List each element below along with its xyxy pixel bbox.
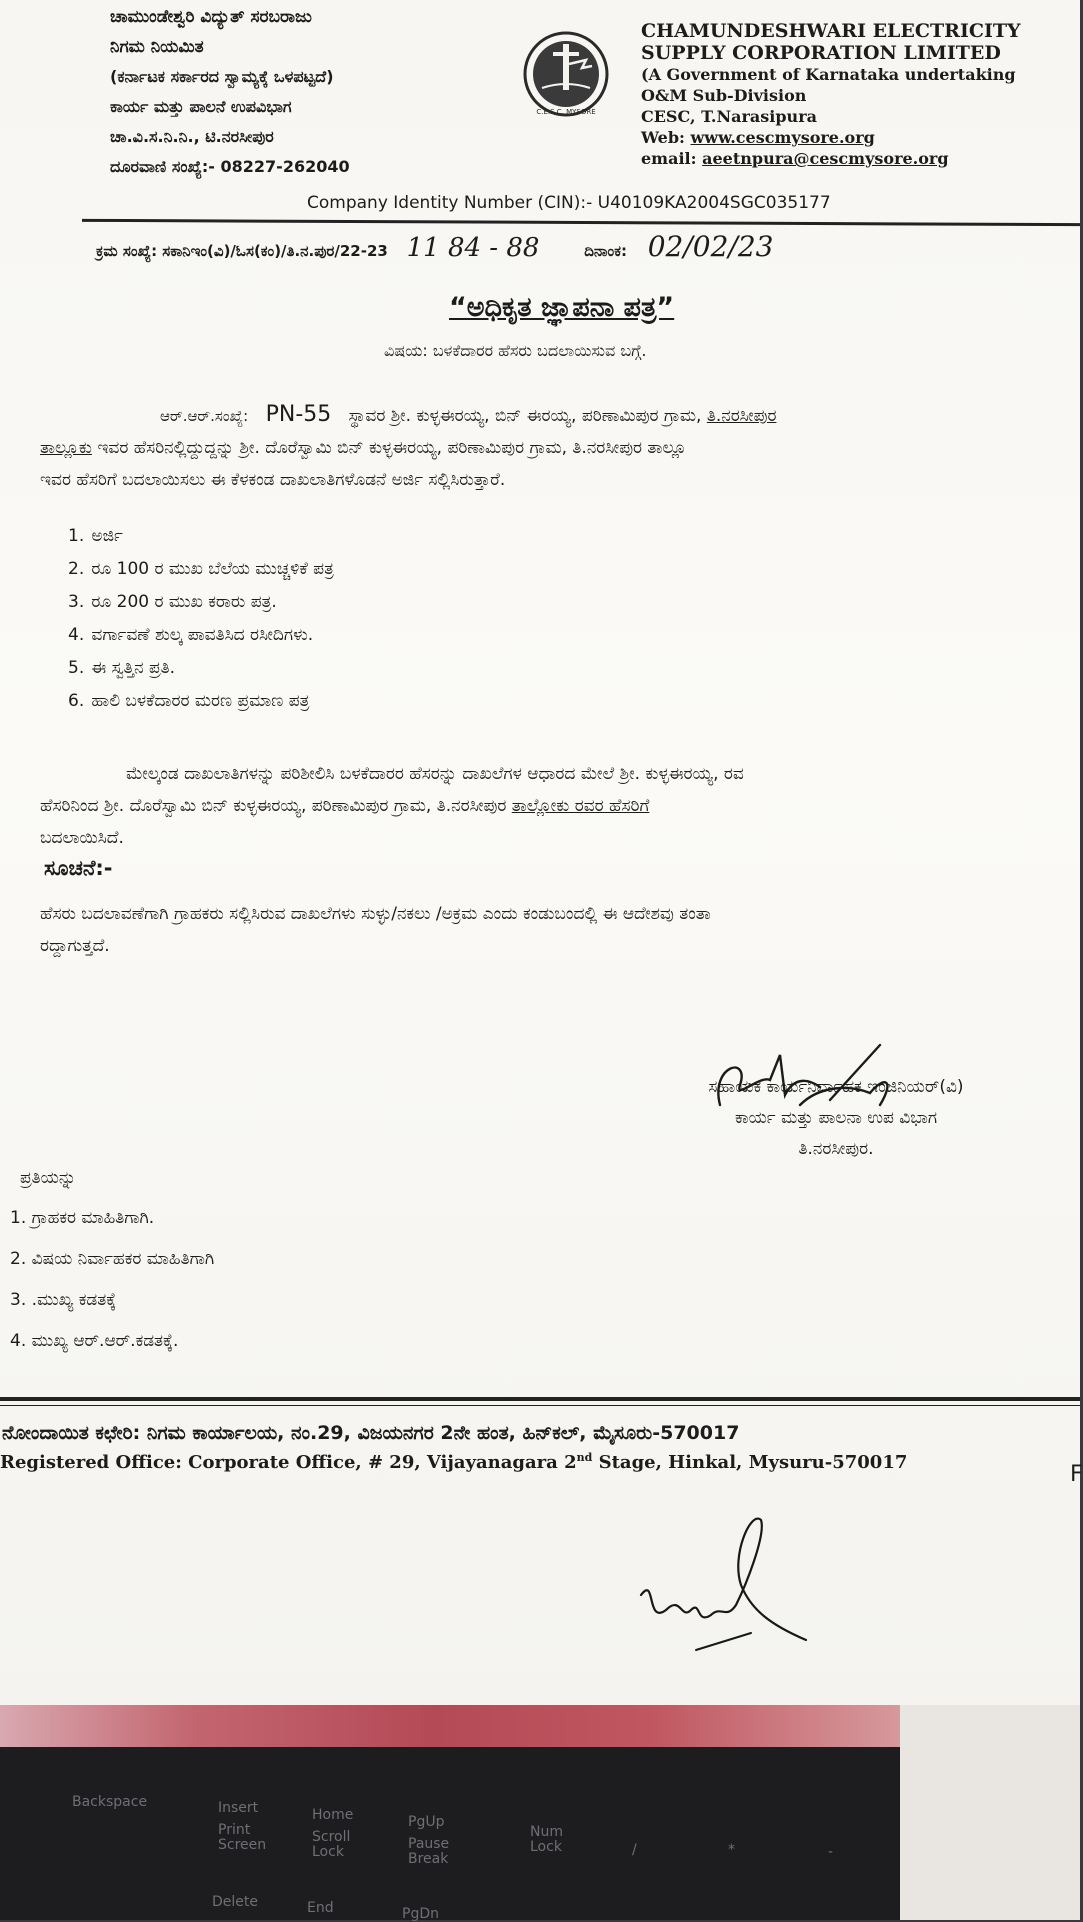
enc-text: ಹಾಲಿ ಬಳಕೆದಾರರ ಮರಣ ಪ್ರಮಾಣ ಪತ್ರ bbox=[91, 691, 310, 711]
order-line-2 bbox=[40, 790, 1080, 822]
footer-edge-char: F bbox=[1070, 1462, 1083, 1487]
body-line-3: ಇವರ ಹೆಸರಿಗೆ ಬದಲಾಯಿಸಲು ಈ ಕೆಳಕಂಡ ದಾಖಲಾತಿಗಳೊಡನೆ ಅರ್ಜಿ ಸಲ್ಲಿಸಿರುತ್ತಾರೆ. bbox=[40, 470, 506, 490]
list-item bbox=[68, 553, 334, 586]
bottom-signature bbox=[636, 1515, 816, 1665]
note-line-1: ಹೆಸರು ಬದಲಾವಣೆಗಾಗಿ ಗ್ರಾಹಕರು ಸಲ್ಲಿಸಿರುವ ದಾಖಲೆಗಳು ಸುಳ್ಳು/ನಕಲು /ಅಕ್ರಮ ಎಂದು ಕಂಡುಬಂದಲ್ಲಿ ಈ ಆದೇಶವು ತಂತಾ bbox=[40, 904, 711, 924]
enclosure-list bbox=[68, 520, 334, 718]
rr-label: ಆರ್.ಆರ್.ಸಂಖ್ಯೆ: bbox=[160, 407, 249, 425]
email-link[interactable]: aeetnpura@cescmysore.org bbox=[702, 149, 949, 168]
reference-number: 11 84 - 88 bbox=[406, 233, 540, 263]
key-label: End bbox=[307, 1900, 334, 1916]
key-label: Insert bbox=[218, 1800, 259, 1816]
body-line-1 bbox=[40, 399, 1080, 432]
email-label: email: bbox=[641, 149, 697, 168]
reference-line bbox=[96, 229, 774, 269]
header-rule bbox=[82, 219, 1080, 226]
body-line-1-tail: ತಿ.ನರಸೀಪುರ bbox=[706, 406, 777, 426]
list-item bbox=[68, 586, 334, 619]
key-label: * bbox=[728, 1842, 735, 1858]
signatory-office: ಕಾರ್ಯ ಮತ್ತು ಪಾಲನಾ ಉಪ ವಿಭಾಗ bbox=[734, 1108, 938, 1128]
order-line-3: ಬದಲಾಯಿಸಿದೆ. bbox=[40, 828, 124, 848]
key-label: / bbox=[632, 1842, 637, 1858]
keyboard-background bbox=[0, 1705, 1080, 1920]
kannada-org-name: ಚಾಮುಂಡೇಶ್ವರಿ ವಿದ್ಯುತ್ ಸರಬರಾಜು bbox=[110, 7, 312, 27]
email-line bbox=[641, 148, 1021, 169]
footer-english-pre: Registered Office: Corporate Office, # 29, Vijayanagara 2 bbox=[0, 1452, 577, 1473]
kannada-phone: ದೂರವಾಣಿ ಸಂಖ್ಯೆ:- 08227-262040 bbox=[110, 157, 350, 176]
footer-rule-thick bbox=[0, 1397, 1080, 1401]
enc-num: 3. bbox=[68, 592, 85, 612]
paper-tray bbox=[900, 1705, 1080, 1920]
kannada-govt-note: (ಕರ್ನಾಟಕ ಸರ್ಕಾರದ ಸ್ವಾಮ್ಯಕ್ಕೆ ಒಳಪಟ್ಟದೆ) bbox=[110, 67, 334, 86]
key-label: Backspace bbox=[72, 1794, 148, 1810]
cesc-logo bbox=[522, 30, 610, 118]
english-org-line2: SUPPLY CORPORATION LIMITED bbox=[641, 42, 1001, 64]
enc-text: ವರ್ಗಾವಣೆ ಶುಲ್ಕ ಪಾವತಿಸಿದ ರಸೀದಿಗಳು. bbox=[91, 625, 314, 645]
key-label: - bbox=[828, 1844, 834, 1860]
list-item bbox=[68, 652, 334, 685]
english-govt-line: (A Government of Karnataka undertaking bbox=[641, 65, 1016, 84]
key-label: Delete bbox=[212, 1894, 258, 1910]
officer-signature bbox=[680, 1035, 940, 1135]
footer-kannada: ನೋಂದಾಯಿತ ಕಛೇರಿ: ನಿಗಮ ಕಾರ್ಯಾಲಯ, ನಂ.29, ವಿಜಯನಗರ 2ನೇ ಹಂತ, ಹಿನ್‌ಕಲ್, ಮೈಸೂರು-570017 bbox=[2, 1422, 740, 1444]
web-link[interactable]: www.cescmysore.org bbox=[690, 128, 875, 147]
english-org-line1: CHAMUNDESHWARI ELECTRICITY bbox=[641, 20, 1021, 42]
signatory-designation: ಸಹಾಯಕ ಕಾರ್ಯನಿರ್ವಾಹಕ ಇಂಜಿನಿಯರ್(ವಿ) bbox=[708, 1077, 964, 1097]
kannada-corp-name: ನಿಗಮ ನಿಯಮಿತ bbox=[110, 37, 204, 57]
english-place: CESC, T.Narasipura bbox=[641, 107, 817, 126]
key-label: Num Lock bbox=[530, 1824, 563, 1855]
order-paragraph bbox=[40, 758, 1080, 854]
order-line-2-underlined: ತಾಲ್ಲೋಕು ರವರ ಹೆಸರಿಗೆ bbox=[511, 796, 650, 816]
footer-english bbox=[0, 1451, 907, 1473]
footer-english-post: Stage, Hinkal, Mysuru-570017 bbox=[592, 1452, 908, 1473]
key-label: Print Screen bbox=[218, 1822, 267, 1853]
body-line-2-head: ತಾಲ್ಲೂಕು bbox=[40, 438, 92, 458]
enc-num: 6. bbox=[68, 691, 85, 711]
logo-caption: C.E.S.C. MYSORE bbox=[536, 108, 596, 116]
body-line-2 bbox=[40, 432, 1080, 464]
enc-num: 1. bbox=[68, 526, 85, 546]
list-item bbox=[68, 685, 334, 718]
note-line-2: ರದ್ದಾಗುತ್ತದೆ. bbox=[40, 936, 110, 956]
key-label: PgDn bbox=[402, 1906, 439, 1922]
kannada-place: ಚಾ.ವಿ.ಸ.ನಿ.ನಿ., ಟಿ.ನರಸೀಪುರ bbox=[110, 127, 274, 146]
signatory-place: ತಿ.ನರಸೀಪುರ. bbox=[798, 1139, 874, 1159]
key-label: Scroll Lock bbox=[312, 1829, 351, 1860]
key-label: PgUp bbox=[408, 1814, 445, 1830]
list-item: 2. ವಿಷಯ ನಿರ್ವಾಹಕರ ಮಾಹಿತಿಗಾಗಿ bbox=[10, 1249, 215, 1269]
enc-text: ರೂ 200 ರ ಮುಖ ಕರಾರು ಪತ್ರ. bbox=[91, 592, 277, 612]
note-heading: ಸೂಚನೆ:- bbox=[44, 856, 113, 880]
key-label: Pause Break bbox=[408, 1836, 450, 1867]
list-item bbox=[68, 520, 334, 553]
list-item: 3. .ಮುಖ್ಯ ಕಡತಕ್ಕೆ bbox=[10, 1290, 117, 1310]
list-item: 1. ಗ್ರಾಹಕರ ಮಾಹಿತಿಗಾಗಿ. bbox=[10, 1208, 155, 1228]
footer-english-sup: nd bbox=[576, 1451, 593, 1464]
enc-num: 5. bbox=[68, 658, 85, 678]
list-item: 4. ಮುಖ್ಯ ಆರ್.ಆರ್.ಕಡತಕ್ಕೆ. bbox=[10, 1331, 179, 1351]
body-line-2-text: ಇವರ ಹೆಸರಿನಲ್ಲಿದ್ದುದ್ದನ್ನು ಶ್ರೀ. ದೊರೆಸ್ವಾಮಿ ಬಿನ್ ಕುಳ್ಳಈರಯ್ಯ, ಪರಿಣಾಮಿಪುರ ಗ್ರಾಮ, ತಿ.ನರಸೀಪುರ ತಾಲ್ಲೂ bbox=[97, 438, 687, 458]
enc-text: ರೂ 100 ರ ಮುಖ ಬೆಲೆಯ ಮುಚ್ಚಳಿಕೆ ಪತ್ರ bbox=[91, 559, 334, 579]
copies-heading: ಪ್ರತಿಯನ್ನು bbox=[20, 1168, 77, 1188]
reference-label: ಕ್ರಮ ಸಂಖ್ಯೆ: ಸಕಾನಿಇಂ(ವಿ)/ಓಸ(ಕಂ)/ತಿ.ನ.ಪುರ/22-23 bbox=[96, 242, 388, 260]
web-line bbox=[641, 127, 1021, 148]
document-title: “ಅಧಿಕೃತ ಜ್ಞಾಪನಾ ಪತ್ರ” bbox=[449, 292, 675, 323]
body-paragraph bbox=[40, 399, 1080, 496]
body-line-1-text: ಸ್ಥಾವರ ಶ್ರೀ. ಕುಳ್ಳಈರಯ್ಯ, ಬಿನ್ ಈರಯ್ಯ, ಪರಿಣಾಮಿಪುರ ಗ್ರಾಮ, bbox=[348, 406, 702, 426]
cin-line: Company Identity Number (CIN):- U40109KA2004SGC035177 bbox=[307, 193, 831, 213]
kannada-subdivision: ಕಾರ್ಯ ಮತ್ತು ಪಾಲನೆ ಉಪವಿಭಾಗ bbox=[110, 97, 292, 116]
date-label: ದಿನಾಂಕ: bbox=[584, 242, 627, 260]
subject-line: ವಿಷಯ: ಬಳಕೆದಾರರ ಹೆಸರು ಬದಲಾಯಿಸುವ ಬಗ್ಗೆ. bbox=[384, 341, 647, 360]
enc-num: 4. bbox=[68, 625, 85, 645]
enc-num: 2. bbox=[68, 559, 85, 579]
letterhead-kannada bbox=[110, 2, 350, 182]
rr-number: PN-55 bbox=[265, 402, 332, 427]
key-label: Home bbox=[312, 1807, 354, 1823]
list-item bbox=[68, 619, 334, 652]
note-paragraph bbox=[40, 898, 1080, 962]
copies-list bbox=[10, 1198, 214, 1362]
order-line-1: ಮೇಲ್ಕಂಡ ದಾಖಲಾತಿಗಳನ್ನು ಪರಿಶೀಲಿಸಿ ಬಳಕೆದಾರರ ಹೆಸರನ್ನು ದಾಖಲೆಗಳ ಆಧಾರದ ಮೇಲೆ ಶ್ರೀ. ಕುಳ್ಳಈರಯ್ಯ, ರವ bbox=[126, 764, 744, 784]
letterhead-english bbox=[641, 20, 1021, 169]
footer-rule-thin bbox=[0, 1405, 1080, 1406]
enc-text: ಅರ್ಜಿ bbox=[91, 526, 123, 546]
enc-text: ಈ ಸ್ವತ್ತಿನ ಪ್ರತಿ. bbox=[91, 658, 176, 678]
english-subdivision: O&M Sub-Division bbox=[641, 86, 807, 105]
date-value: 02/02/23 bbox=[647, 230, 774, 263]
web-label: Web: bbox=[641, 128, 685, 147]
order-line-2-text: ಹೆಸರಿನಿಂದ ಶ್ರೀ. ದೊರೆಸ್ವಾಮಿ ಬಿನ್ ಕುಳ್ಳಈರಯ್ಯ, ಪರಿಣಾಮಿಪುರ ಗ್ರಾಮ, ತಿ.ನರಸೀಪುರ bbox=[40, 796, 507, 816]
